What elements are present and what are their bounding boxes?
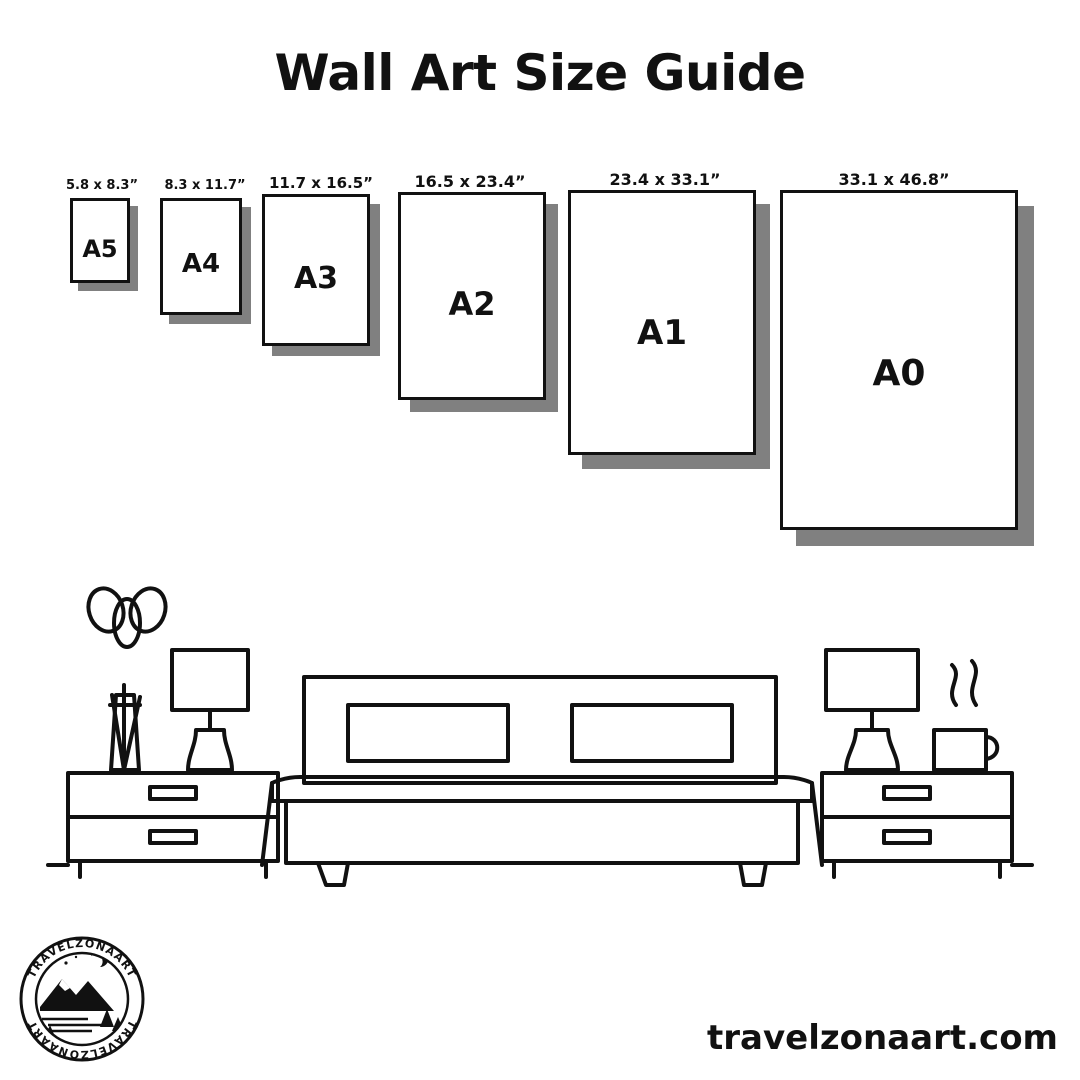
left-lamp-icon <box>172 650 248 770</box>
brand-logo <box>18 935 146 1063</box>
frame-size-name: A3 <box>293 261 339 296</box>
website-url: travelzonaart.com <box>707 1018 1058 1058</box>
size-dimension-label: 5.8 x 8.3” <box>65 178 139 193</box>
frame-size-name: A1 <box>637 313 687 353</box>
bedroom-scene-illustration <box>0 565 1080 915</box>
frame-a5 <box>70 198 130 283</box>
plant-vase-icon <box>83 584 171 770</box>
frame-a0 <box>780 190 1018 530</box>
frame-a2 <box>398 192 546 400</box>
frame-size-name: A4 <box>181 249 221 279</box>
size-dimension-label: 8.3 x 11.7” <box>164 178 246 193</box>
coffee-cup-icon <box>934 661 997 770</box>
size-dimension-label: 23.4 x 33.1” <box>609 170 721 189</box>
page-title: Wall Art Size Guide <box>274 44 806 102</box>
logo-bottom-text: TRAVELZONAART <box>25 1017 139 1062</box>
right-nightstand-icon <box>822 773 1012 877</box>
size-dimension-label: 16.5 x 23.4” <box>414 172 526 191</box>
frame-a3 <box>262 194 370 346</box>
frame-size-name: A5 <box>82 235 118 263</box>
svg-text:TRAVELZONAART <box>25 937 139 980</box>
size-comparison-chart <box>0 170 1080 590</box>
size-dimension-label: 33.1 x 46.8” <box>838 170 950 189</box>
frame-size-name: A0 <box>872 353 926 394</box>
left-nightstand-icon <box>68 773 278 877</box>
right-lamp-icon <box>826 650 918 770</box>
frame-a1 <box>568 190 756 455</box>
logo-top-text: TRAVELZONAART <box>25 936 139 981</box>
bed-icon <box>262 677 822 885</box>
frame-a4 <box>160 198 242 315</box>
frame-size-name: A2 <box>448 285 496 323</box>
size-dimension-label: 11.7 x 16.5” <box>269 174 373 192</box>
